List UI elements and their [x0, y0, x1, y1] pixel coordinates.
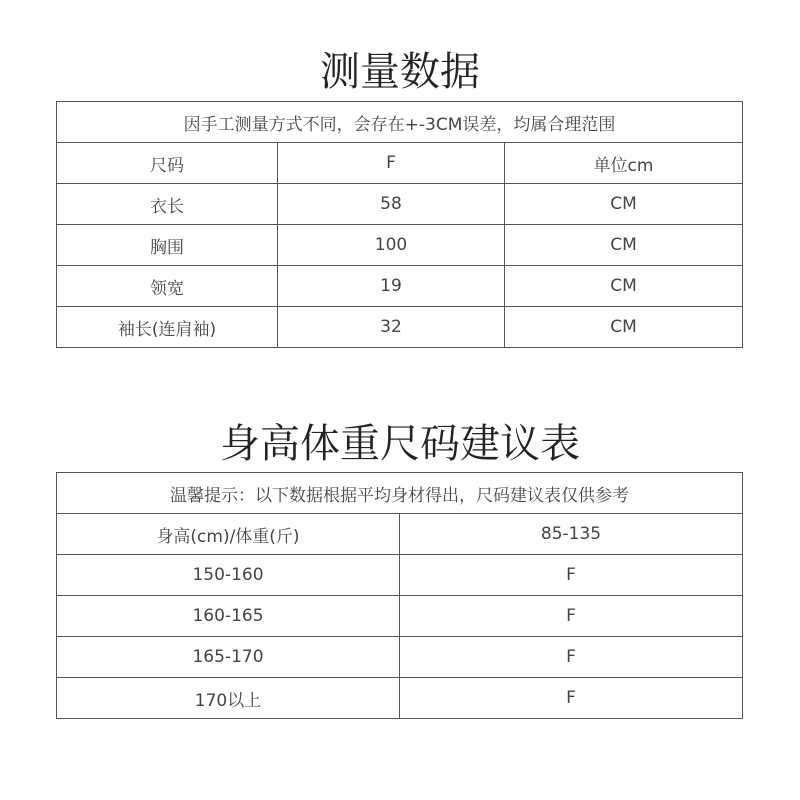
row-label: 领宽 — [57, 266, 278, 307]
row-size: F — [400, 555, 743, 596]
table-row — [57, 596, 743, 637]
size-advice-table — [56, 472, 743, 719]
row-value: 19 — [278, 266, 505, 307]
table-row — [57, 184, 743, 225]
row-height: 165-170 — [57, 637, 400, 678]
measurement-note: 因手工测量方式不同，会存在+-3CM误差，均属合理范围 — [57, 102, 743, 143]
measurements-title: 测量数据 — [320, 49, 480, 95]
row-size: F — [400, 637, 743, 678]
table-header-row — [57, 514, 743, 555]
table-note-row — [57, 102, 743, 143]
table-header-row — [57, 143, 743, 184]
header-unit: 单位cm — [505, 143, 743, 184]
row-unit: CM — [505, 307, 743, 348]
table-row — [57, 678, 743, 719]
row-size: F — [400, 596, 743, 637]
row-height: 160-165 — [57, 596, 400, 637]
row-value: 58 — [278, 184, 505, 225]
header-weight-range: 85-135 — [400, 514, 743, 555]
row-unit: CM — [505, 266, 743, 307]
row-value: 100 — [278, 225, 505, 266]
row-label: 袖长(连肩袖) — [57, 307, 278, 348]
row-height: 150-160 — [57, 555, 400, 596]
row-label: 胸围 — [57, 225, 278, 266]
table-row — [57, 555, 743, 596]
table-row — [57, 266, 743, 307]
size-advice-note: 温馨提示：以下数据根据平均身材得出，尺码建议表仅供参考 — [57, 473, 743, 514]
header-height-weight: 身高(cm)/体重(斤) — [57, 514, 400, 555]
table-row — [57, 225, 743, 266]
table-row — [57, 307, 743, 348]
table-note-row — [57, 473, 743, 514]
row-value: 32 — [278, 307, 505, 348]
table-row — [57, 637, 743, 678]
header-f: F — [278, 143, 505, 184]
row-label: 衣长 — [57, 184, 278, 225]
size-advice-title: 身高体重尺码建议表 — [220, 421, 580, 467]
header-size: 尺码 — [57, 143, 278, 184]
row-height: 170以上 — [57, 678, 400, 719]
measurements-table — [56, 101, 743, 348]
row-size: F — [400, 678, 743, 719]
row-unit: CM — [505, 184, 743, 225]
row-unit: CM — [505, 225, 743, 266]
